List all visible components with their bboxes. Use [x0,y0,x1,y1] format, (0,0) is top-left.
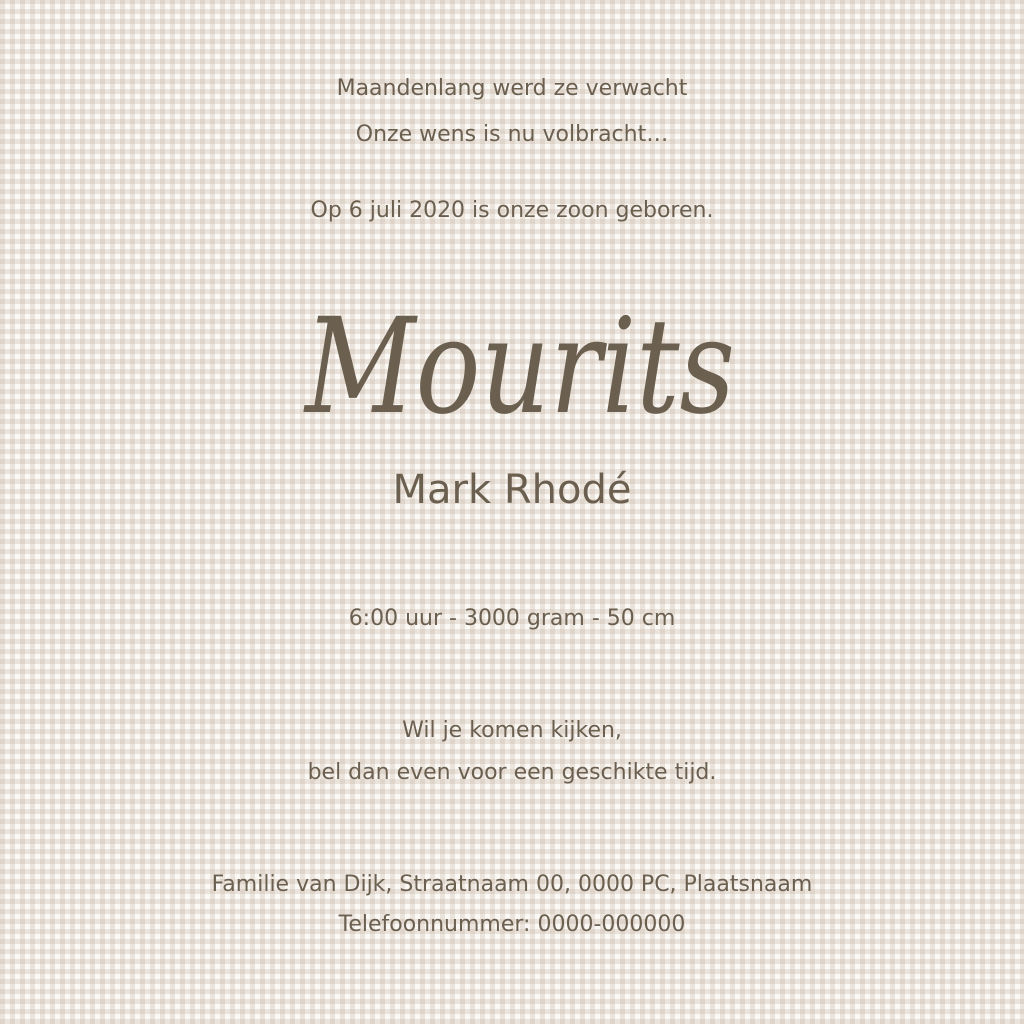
birth-date-line: Op 6 juli 2020 is onze zoon geboren. [310,198,714,223]
first-name-text: Mourits [303,290,735,444]
intro-line-1: Maandenlang werd ze verwacht [336,76,688,101]
birth-details: 6:00 uur - 3000 gram - 50 cm [348,606,676,631]
visit-line-1: Wil je komen kijken, [402,718,622,743]
contact-address: Familie van Dijk, Straatnaam 00, 0000 PC, Plaatsnaam [211,872,813,897]
intro-line-2: Onze wens is nu volbracht… [355,122,669,147]
visit-line-2: bel dan even voor een geschikte tijd. [307,760,717,785]
baby-middle-names: Mark Rhodé [392,467,632,513]
contact-phone: Telefoonnummer: 0000-000000 [338,912,686,937]
baby-first-name [0,262,1024,462]
first-name-script [0,262,1024,462]
